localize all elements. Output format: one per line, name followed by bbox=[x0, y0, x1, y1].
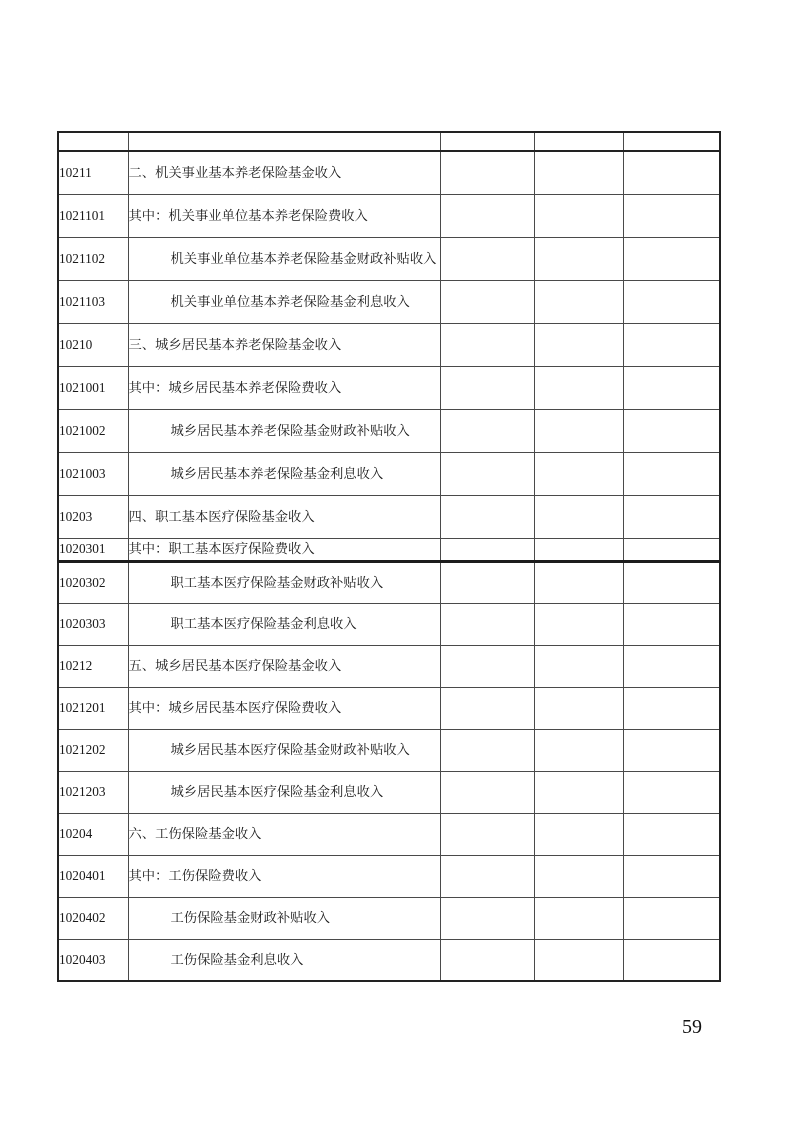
value-cell bbox=[534, 151, 623, 194]
value-cell bbox=[623, 409, 720, 452]
item-name-cell: 城乡居民基本养老保险基金利息收入 bbox=[128, 452, 440, 495]
item-name-cell: 工伤保险基金财政补贴收入 bbox=[128, 897, 440, 939]
item-name-cell: 其中：城乡居民基本养老保险费收入 bbox=[128, 366, 440, 409]
table-row bbox=[58, 194, 720, 237]
value-cell bbox=[623, 280, 720, 323]
value-cell bbox=[623, 603, 720, 645]
value-cell bbox=[534, 323, 623, 366]
value-cell bbox=[534, 495, 623, 538]
value-cell bbox=[534, 897, 623, 939]
value-cell bbox=[440, 645, 534, 687]
table-row bbox=[58, 603, 720, 645]
code-cell: 10211 bbox=[58, 151, 128, 194]
value-cell bbox=[623, 813, 720, 855]
table-row bbox=[58, 323, 720, 366]
value-cell bbox=[534, 409, 623, 452]
value-cell bbox=[623, 194, 720, 237]
header-cell bbox=[623, 132, 720, 151]
value-cell bbox=[440, 237, 534, 280]
page-number: 59 bbox=[682, 1016, 702, 1038]
table-row bbox=[58, 280, 720, 323]
value-cell bbox=[534, 855, 623, 897]
table-row bbox=[58, 813, 720, 855]
value-cell bbox=[623, 645, 720, 687]
item-name-cell: 其中：职工基本医疗保险费收入 bbox=[128, 538, 440, 561]
value-cell bbox=[623, 855, 720, 897]
value-cell bbox=[440, 409, 534, 452]
item-name-cell: 城乡居民基本医疗保险基金利息收入 bbox=[128, 771, 440, 813]
budget-table bbox=[57, 131, 721, 982]
value-cell bbox=[623, 561, 720, 603]
value-cell bbox=[440, 495, 534, 538]
value-cell bbox=[623, 687, 720, 729]
item-name-cell: 职工基本医疗保险基金财政补贴收入 bbox=[128, 561, 440, 603]
value-cell bbox=[623, 897, 720, 939]
value-cell bbox=[440, 280, 534, 323]
value-cell bbox=[440, 603, 534, 645]
code-cell: 1020401 bbox=[58, 855, 128, 897]
value-cell bbox=[440, 855, 534, 897]
value-cell bbox=[534, 280, 623, 323]
code-cell: 1021103 bbox=[58, 280, 128, 323]
value-cell bbox=[534, 366, 623, 409]
code-cell: 10212 bbox=[58, 645, 128, 687]
item-name-cell: 四、职工基本医疗保险基金收入 bbox=[128, 495, 440, 538]
table-row bbox=[58, 538, 720, 561]
table-row bbox=[58, 495, 720, 538]
item-name-cell: 职工基本医疗保险基金利息收入 bbox=[128, 603, 440, 645]
code-cell: 1021001 bbox=[58, 366, 128, 409]
header-cell bbox=[440, 132, 534, 151]
item-name-cell: 机关事业单位基本养老保险基金利息收入 bbox=[128, 280, 440, 323]
code-cell: 1021003 bbox=[58, 452, 128, 495]
item-name-cell: 六、工伤保险基金收入 bbox=[128, 813, 440, 855]
value-cell bbox=[440, 897, 534, 939]
value-cell bbox=[440, 687, 534, 729]
value-cell bbox=[440, 194, 534, 237]
item-name-cell: 其中：工伤保险费收入 bbox=[128, 855, 440, 897]
table-row bbox=[58, 237, 720, 280]
value-cell bbox=[534, 687, 623, 729]
code-cell: 1021201 bbox=[58, 687, 128, 729]
table-row bbox=[58, 561, 720, 603]
table-row bbox=[58, 452, 720, 495]
item-name-cell: 其中：城乡居民基本医疗保险费收入 bbox=[128, 687, 440, 729]
table-row bbox=[58, 729, 720, 771]
value-cell bbox=[534, 538, 623, 561]
value-cell bbox=[440, 561, 534, 603]
code-cell: 1020303 bbox=[58, 603, 128, 645]
table-row bbox=[58, 645, 720, 687]
value-cell bbox=[440, 323, 534, 366]
value-cell bbox=[534, 939, 623, 981]
code-cell: 10203 bbox=[58, 495, 128, 538]
value-cell bbox=[440, 771, 534, 813]
value-cell bbox=[534, 603, 623, 645]
value-cell bbox=[623, 323, 720, 366]
value-cell bbox=[534, 194, 623, 237]
value-cell bbox=[440, 939, 534, 981]
value-cell bbox=[534, 771, 623, 813]
header-cell bbox=[534, 132, 623, 151]
value-cell bbox=[534, 813, 623, 855]
code-cell: 1021102 bbox=[58, 237, 128, 280]
table-row bbox=[58, 409, 720, 452]
value-cell bbox=[534, 645, 623, 687]
value-cell bbox=[623, 538, 720, 561]
item-name-cell: 五、城乡居民基本医疗保险基金收入 bbox=[128, 645, 440, 687]
table-row bbox=[58, 897, 720, 939]
item-name-cell: 城乡居民基本养老保险基金财政补贴收入 bbox=[128, 409, 440, 452]
value-cell bbox=[623, 237, 720, 280]
item-name-cell: 其中：机关事业单位基本养老保险费收入 bbox=[128, 194, 440, 237]
table-row bbox=[58, 939, 720, 981]
item-name-cell: 城乡居民基本医疗保险基金财政补贴收入 bbox=[128, 729, 440, 771]
value-cell bbox=[623, 939, 720, 981]
table-header-row bbox=[58, 132, 720, 151]
value-cell bbox=[440, 813, 534, 855]
value-cell bbox=[440, 366, 534, 409]
value-cell bbox=[534, 452, 623, 495]
value-cell bbox=[534, 561, 623, 603]
value-cell bbox=[623, 771, 720, 813]
code-cell: 1021101 bbox=[58, 194, 128, 237]
value-cell bbox=[534, 729, 623, 771]
table-row bbox=[58, 687, 720, 729]
code-cell: 1021203 bbox=[58, 771, 128, 813]
code-cell: 1021202 bbox=[58, 729, 128, 771]
value-cell bbox=[440, 729, 534, 771]
code-cell: 10204 bbox=[58, 813, 128, 855]
code-cell: 1020402 bbox=[58, 897, 128, 939]
budget-table-body bbox=[58, 132, 720, 981]
table-row bbox=[58, 151, 720, 194]
code-cell: 1020302 bbox=[58, 561, 128, 603]
value-cell bbox=[623, 729, 720, 771]
value-cell bbox=[623, 495, 720, 538]
item-name-cell: 三、城乡居民基本养老保险基金收入 bbox=[128, 323, 440, 366]
value-cell bbox=[534, 237, 623, 280]
table-row bbox=[58, 771, 720, 813]
value-cell bbox=[623, 151, 720, 194]
header-cell bbox=[128, 132, 440, 151]
code-cell: 1021002 bbox=[58, 409, 128, 452]
item-name-cell: 二、机关事业基本养老保险基金收入 bbox=[128, 151, 440, 194]
value-cell bbox=[623, 366, 720, 409]
header-cell bbox=[58, 132, 128, 151]
item-name-cell: 机关事业单位基本养老保险基金财政补贴收入 bbox=[128, 237, 440, 280]
item-name-cell: 工伤保险基金利息收入 bbox=[128, 939, 440, 981]
value-cell bbox=[440, 452, 534, 495]
table-row bbox=[58, 855, 720, 897]
code-cell: 1020301 bbox=[58, 538, 128, 561]
value-cell bbox=[440, 538, 534, 561]
value-cell bbox=[440, 151, 534, 194]
table-row bbox=[58, 366, 720, 409]
code-cell: 1020403 bbox=[58, 939, 128, 981]
code-cell: 10210 bbox=[58, 323, 128, 366]
value-cell bbox=[623, 452, 720, 495]
